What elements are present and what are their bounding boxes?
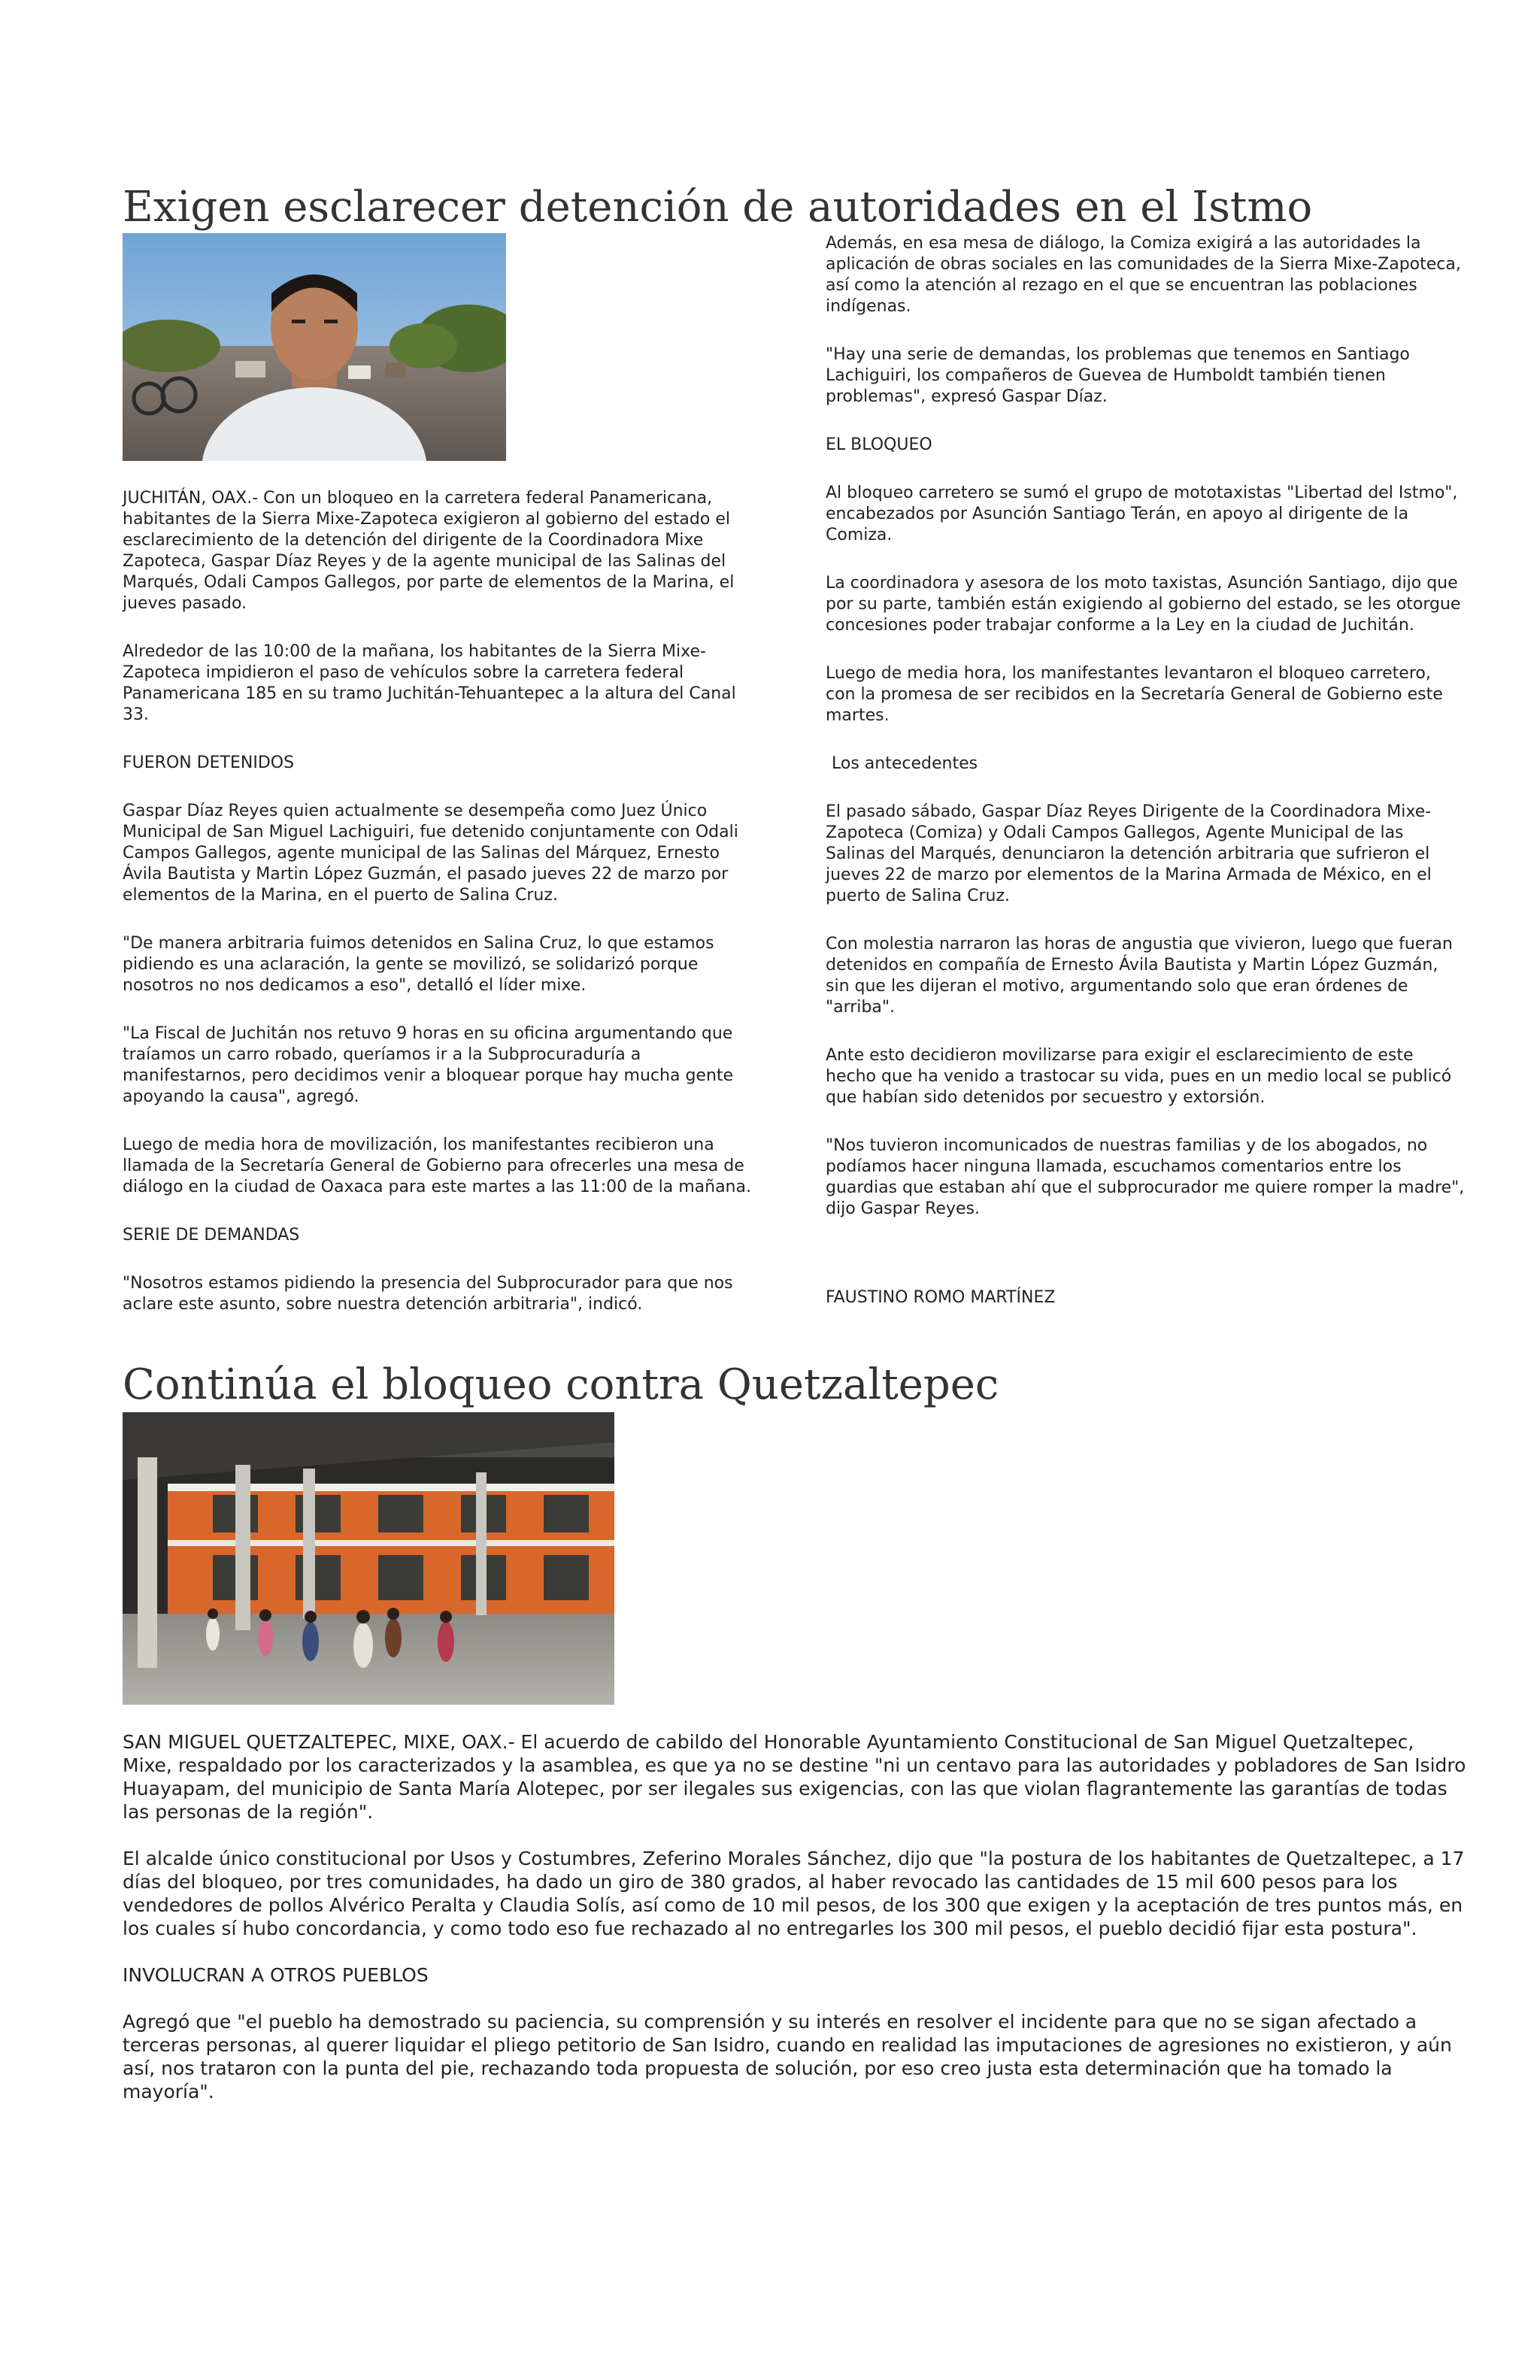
- photo-school-courtyard-image: [123, 1412, 614, 1705]
- photo-man-at-roadblock-image: [123, 233, 506, 461]
- article-1-right-column: [826, 233, 1465, 1336]
- article-1-paragraph: "Nos tuvieron incomunicados de nuestras familias y de los abogados, no podíamos hacer ninguna llamada, escuchamos comentarios entre los guardias que estaban ahí que el subprocurador me quiere romper la madre", dijo Gaspar Reyes.: [826, 1136, 1465, 1218]
- section-heading-involucran-a-otros-pueblos: INVOLUCRAN A OTROS PUEBLOS: [123, 1964, 429, 1986]
- article-2-paragraph: Agregó que "el pueblo ha demostrado su paciencia, su comprensión y su interés en resolver el incidente para que no se sigan afectado a terceras personas, al querer liquidar el pliego petitorio de San Isidro, cuando en realidad las imputaciones de agresiones no existieron, y aún así, nos trataron con la punta del pie, rechazando toda propuesta de solución, por eso creo justa esta determinación que ha tomado la mayoría".: [123, 2011, 1452, 2103]
- article-1-paragraph: Con molestia narraron las horas de angustia que vivieron, luego que fueran detenidos en compañía de Ernesto Ávila Bautista y Martin López Guzmán, sin que les dijeran el motivo, argumentando solo que eran órdenes de "arriba".: [826, 935, 1453, 1017]
- section-heading-los-antecedentes: Los antecedentes: [832, 754, 978, 773]
- article-1-paragraph: Ante esto decidieron movilizarse para exigir el esclarecimiento de este hecho que ha venido a trastocar su vida, pues en un medio local se publicó que habían sido detenidos por secuestro y extorsión.: [826, 1046, 1452, 1107]
- article-1-headline: Exigen esclarecer detención de autoridades en el Istmo: [123, 183, 1313, 232]
- section-heading-fueron-detenidos: FUERON DETENIDOS: [123, 753, 295, 772]
- article-1-paragraph: "Hay una serie de demandas, los problemas que tenemos en Santiago Lachiguiri, los compañeros de Guevea de Humboldt también tienen problemas", expresó Gaspar Díaz.: [826, 345, 1410, 406]
- article-1-paragraph: JUCHITÁN, OAX.- Con un bloqueo en la carretera federal Panamericana, habitantes de la Sierra Mixe-Zapoteca exigieron al gobierno del estado el esclarecimiento de la detención del dirigente de la Coordinadora Mixe Zapoteca, Gaspar Díaz Reyes y de la agente municipal de las Salinas del Marqués, Odali Campos Gallegos, por parte de elementos de la Marina, el jueves pasado.: [123, 489, 735, 613]
- article-2-body: [123, 1730, 1469, 2127]
- section-heading-serie-de-demandas: SERIE DE DEMANDAS: [123, 1226, 300, 1245]
- article-1-paragraph: Además, en esa mesa de diálogo, la Comiza exigirá a las autoridades la aplicación de obras sociales en las comunidades de la Sierra Mixe-Zapoteca, así como la atención al rezago en el que se encuentran las poblaciones indígenas.: [826, 234, 1461, 316]
- article-1-paragraph: Gaspar Díaz Reyes quien actualmente se desempeña como Juez Único Municipal de San Miguel Lachiguiri, fue detenido conjuntamente con Odali Campos Gallegos, agente municipal de las Salinas del Márquez, Ernesto Ávila Bautista y Martin López Guzmán, el pasado jueves 22 de marzo por elementos de la Marina, en el puerto de Salina Cruz.: [123, 802, 738, 905]
- photo-man-at-roadblock: [123, 233, 506, 461]
- article-1-left-column: [123, 488, 762, 1342]
- article-2-headline: Continúa el bloqueo contra Quetzaltepec: [123, 1360, 999, 1409]
- article-1-paragraph: El pasado sábado, Gaspar Díaz Reyes Dirigente de la Coordinadora Mixe-Zapoteca (Comiza) y Odali Campos Gallegos, Agente Municipal de las Salinas del Marqués, denunciaron la detención arbitraria que sufrieron el jueves 22 de marzo por elementos de la Marina Armada de México, en el puerto de Salina Cruz.: [826, 802, 1432, 905]
- article-1-paragraph: "Nosotros estamos pidiendo la presencia del Subprocurador para que nos aclare este asunto, sobre nuestra detención arbitraria", indicó.: [123, 1274, 733, 1314]
- article-1-paragraph: "De manera arbitraria fuimos detenidos en Salina Cruz, lo que estamos pidiendo es una aclaración, la gente se movilizó, se solidarizó porque nosotros no nos dedicamos a eso", detalló el líder mixe.: [123, 934, 714, 995]
- section-heading-el-bloqueo: EL BLOQUEO: [826, 435, 932, 454]
- article-1-paragraph: "La Fiscal de Juchitán nos retuvo 9 horas en su oficina argumentando que traíamos un carro robado, queríamos ir a la Subprocuraduría a manifestarnos, pero decidimos venir a bloquear porque hay mucha gente apoyando la causa", agregó.: [123, 1024, 734, 1106]
- article-1-paragraph: La coordinadora y asesora de los moto taxistas, Asunción Santiago, dijo que por su parte, también están exigiendo al gobierno del estado, se les otorgue concesiones poder trabajar conforme a la Ley en la ciudad de Juchitán.: [826, 574, 1461, 635]
- article-1-byline: FAUSTINO ROMO MARTÍNEZ: [826, 1288, 1056, 1307]
- article-2-paragraph: SAN MIGUEL QUETZALTEPEC, MIXE, OAX.- El acuerdo de cabildo del Honorable Ayuntamiento Constitucional de San Miguel Quetzaltepec, Mixe, respaldado por los caracterizados y la asamblea, es que ya no se destine "ni un centavo para las autoridades y pobladores de San Isidro Huayapam, del municipio de Santa María Alotepec, por ser ilegales sus exigencias, con las que violan flagrantemente las garantías de todas las personas de la región".: [123, 1731, 1466, 1823]
- photo-school-courtyard: [123, 1412, 614, 1705]
- article-1-paragraph: Luego de media hora, los manifestantes levantaron el bloqueo carretero, con la promesa de ser recibidos en la Secretaría General de Gobierno este martes.: [826, 664, 1443, 725]
- article-1-paragraph: Alrededor de las 10:00 de la mañana, los habitantes de la Sierra Mixe-Zapoteca impidieron el paso de vehículos sobre la carretera federal Panamericana 185 en su tramo Juchitán-Tehuantepec a la altura del Canal 33.: [123, 642, 736, 724]
- article-1-paragraph: Al bloqueo carretero se sumó el grupo de mototaxistas "Libertad del Istmo", encabezados por Asunción Santiago Terán, en apoyo al dirigente de la Comiza.: [826, 484, 1458, 544]
- article-1-paragraph: Luego de media hora de movilización, los manifestantes recibieron una llamada de la Secretaría General de Gobierno para ofrecerles una mesa de diálogo en la ciudad de Oaxaca para este martes a las 11:00 de la mañana.: [123, 1135, 751, 1196]
- article-2-paragraph: El alcalde único constitucional por Usos y Costumbres, Zeferino Morales Sánchez, dijo que "la postura de los habitantes de Quetzaltepec, a 17 días del bloqueo, por tres comunidades, ha dado un giro de 380 grados, al haber revocado las cantidades de 15 mil 600 pesos para los vendedores de pollos Alvérico Peralta y Claudia Solís, así como de 10 mil pesos, de los 300 que exigen y la aceptación de tres puntos más, en los cuales sí hubo concordancia, y como todo eso fue rechazado al no entregarles los 300 mil pesos, el pueblo decidió fijar esta postura".: [123, 1848, 1465, 1939]
